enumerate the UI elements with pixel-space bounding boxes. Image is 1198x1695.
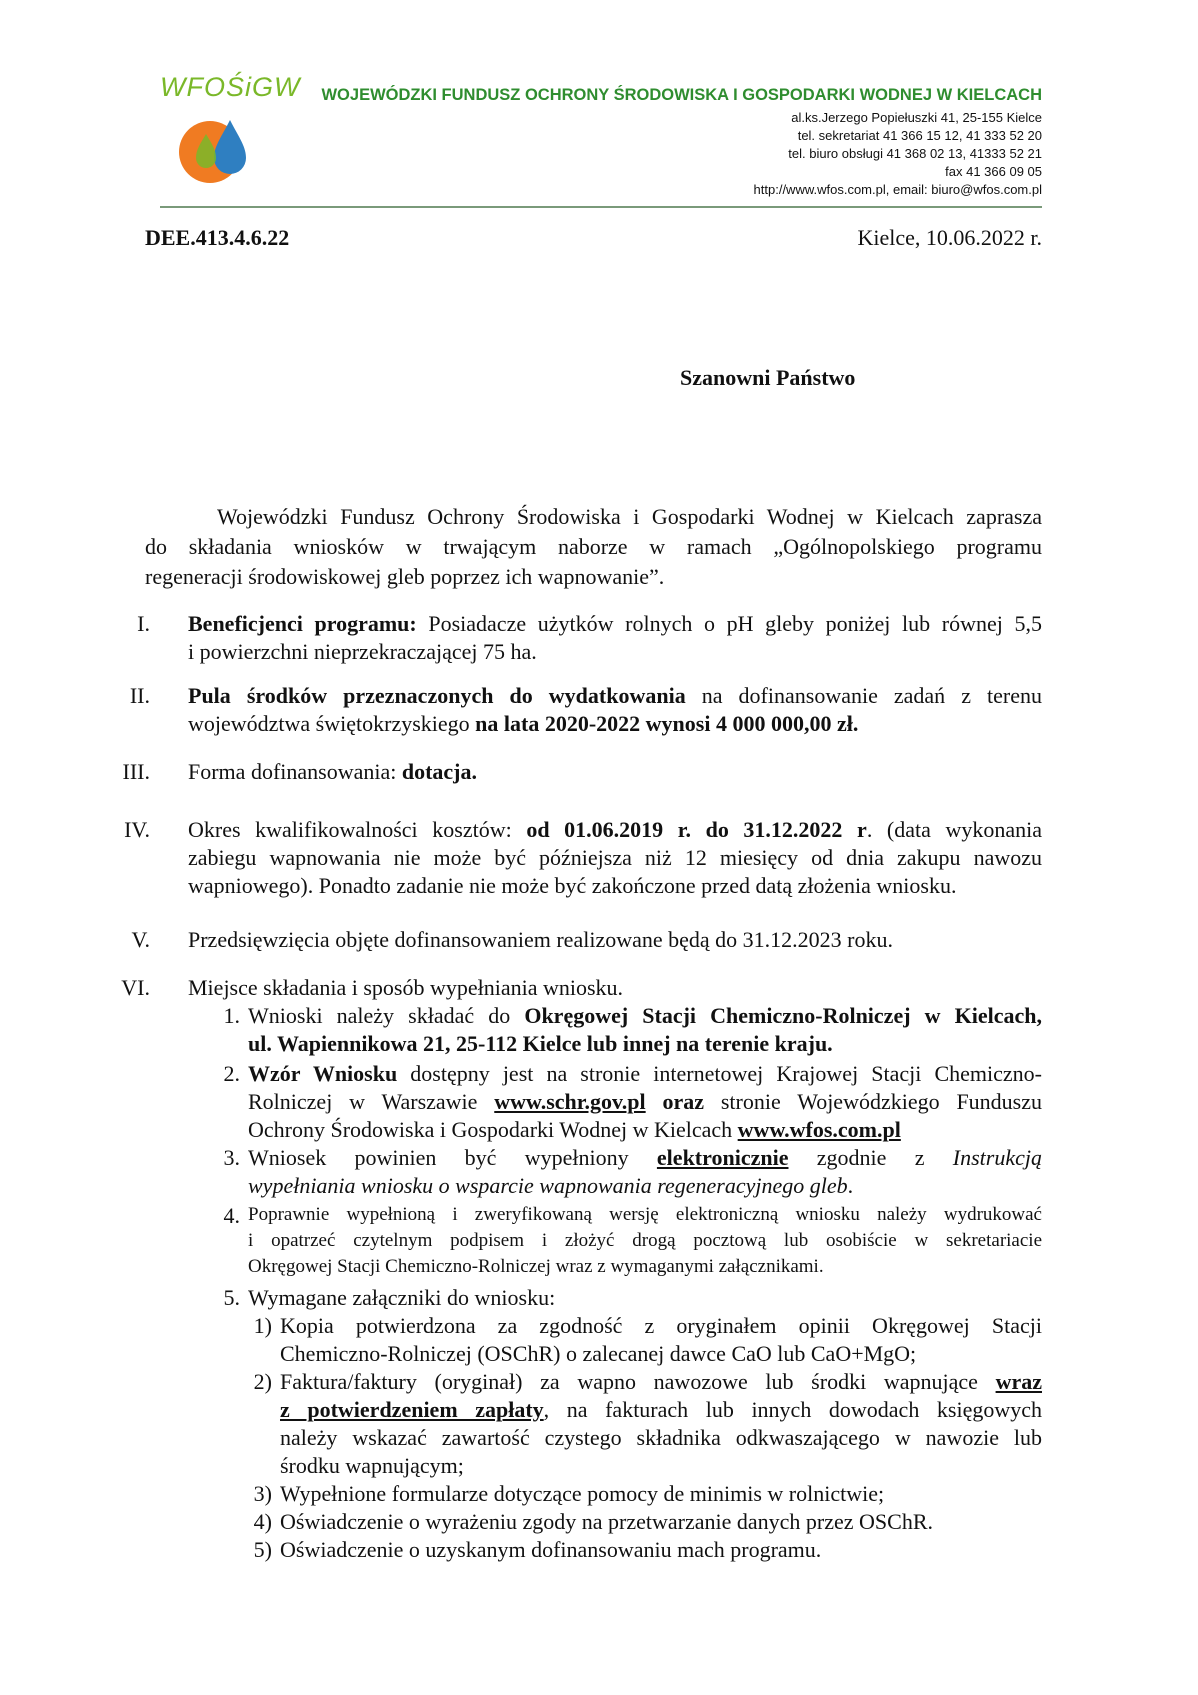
- sub-item-emphasis: oraz: [645, 1089, 705, 1114]
- item-body: [188, 610, 1042, 666]
- sub-item-text: Wymagane załączniki do wniosku:: [248, 1285, 556, 1310]
- attachment-emphasis: wraz: [995, 1369, 1042, 1394]
- attachment-number: 3): [253, 1481, 272, 1506]
- item-text: wapniowego). Ponadto zadanie nie może być zakończone przed datą złożenia wniosku.: [188, 873, 957, 898]
- intro-line-2: do składania wniosków w trwającym naborze w ramach „Ogólnopolskiego programu: [145, 534, 1042, 559]
- sub-item-text: dostępny jest na stronie internetowej Krajowej Stacji Chemiczno-: [397, 1061, 1042, 1086]
- schr-link[interactable]: www.schr.gov.pl: [494, 1089, 646, 1114]
- logo-drop-icon: [176, 114, 252, 184]
- item-number: II.: [129, 683, 150, 708]
- intro-line-3: regeneracji środowiskowej gleb poprzez ich wapnowanie”.: [145, 564, 665, 589]
- attachment-emphasis: z potwierdzeniem zapłaty: [280, 1397, 544, 1422]
- salutation: Szanowni Państwo: [680, 365, 856, 390]
- attachment-text: Oświadczenie o uzyskanym dofinansowaniu mach programu.: [280, 1537, 822, 1562]
- attachment-text: , na fakturach lub innych dowodach księgowych: [543, 1397, 1042, 1422]
- sub-item-number: 1.: [223, 1003, 240, 1028]
- item-text: Posiadacze użytków rolnych o pH gleby poniżej lub równej 5,5: [416, 611, 1042, 636]
- sub-item-italic: Instrukcją: [952, 1145, 1042, 1170]
- organization-name: WOJEWÓDZKI FUNDUSZ OCHRONY ŚRODOWISKA I GOSPODARKI WODNEJ W KIELCACH: [321, 86, 1042, 104]
- attachment-number: 4): [253, 1509, 272, 1534]
- item-body: [188, 682, 1042, 738]
- logo-text: WFOŚiGW: [160, 72, 301, 102]
- item-text: Okres kwalifikowalności kosztów:: [188, 817, 527, 842]
- wfos-link[interactable]: www.wfos.com.pl: [737, 1117, 901, 1142]
- sub-item-text: stronie Wojewódzkiego Funduszu: [704, 1089, 1042, 1114]
- sub-item-text: Wnioski należy składać do: [248, 1003, 525, 1028]
- sub-item-emphasis: ul. Wapiennikowa 21, 25-112 Kielce lub innej na terenie kraju.: [248, 1031, 833, 1056]
- header-divider: [160, 206, 1042, 208]
- phone-secretariat-text: tel. sekretariat 41 366 15 12, 41 333 52 20: [797, 128, 1042, 143]
- intro-paragraph: [145, 502, 1042, 592]
- item-heading: Beneficjenci programu:: [188, 611, 417, 636]
- attachment-text: należy wskazać zawartość czystego składnika odkwaszającego w nawozie lub: [280, 1425, 1042, 1450]
- sub-item-text: Rolniczej w Warszawie: [248, 1089, 495, 1114]
- attachment-number: 1): [253, 1313, 272, 1338]
- item-text: Miejsce składania i sposób wypełniania wniosku.: [188, 975, 624, 1000]
- phone-office-text: tel. biuro obsługi 41 368 02 13, 41333 52 21: [788, 146, 1042, 161]
- sub-item-emphasis: Wzór Wniosku: [248, 1061, 398, 1086]
- item-text: Forma dofinansowania:: [188, 759, 402, 784]
- sub-item-number: 4.: [223, 1203, 240, 1228]
- attachment-text: Chemiczno-Rolniczej (OSChR) o zalecanej dawce CaO lub CaO+MgO;: [280, 1341, 917, 1366]
- sub-item-text: Poprawnie wypełnioną i zweryfikowaną wersję elektroniczną wniosku należy wydrukować: [248, 1204, 1042, 1225]
- intro-line-1: Wojewódzki Fundusz Ochrony Środowiska i Gospodarki Wodnej w Kielcach zaprasza: [217, 504, 1042, 529]
- sub-item-number: 5.: [223, 1285, 240, 1310]
- attachment-number: 5): [253, 1537, 272, 1562]
- item-heading: Pula środków przeznaczonych do wydatkowania: [188, 683, 686, 708]
- item-number: IV.: [124, 817, 150, 842]
- item-body: [188, 758, 1042, 786]
- item-number: VI.: [121, 975, 150, 1000]
- web-email-text: http://www.wfos.com.pl, email: biuro@wfos.com.pl: [753, 182, 1042, 197]
- item-text: na dofinansowanie zadań z terenu: [685, 683, 1042, 708]
- attachment-number: 2): [253, 1369, 272, 1394]
- letter-date: Kielce, 10.06.2022 r.: [857, 225, 1042, 250]
- wfosigw-logo: [160, 72, 301, 187]
- item-text: województwa świętokrzyskiego: [188, 711, 476, 736]
- attachment-text: Faktura/faktury (oryginał) za wapno nawozowe lub środki wapnujące: [280, 1369, 996, 1394]
- attachment-text: Oświadczenie o wyrażeniu zgody na przetwarzanie danych przez OSChR.: [280, 1509, 934, 1534]
- sub-item-emphasis: Okręgowej Stacji Chemiczno-Rolniczej w Kielcach,: [524, 1003, 1042, 1028]
- item-emphasis: od 01.06.2019 r. do 31.12.2022 r: [526, 817, 867, 842]
- item-text: Przedsięwzięcia objęte dofinansowaniem realizowane będą do 31.12.2023 roku.: [188, 927, 893, 952]
- sub-item-italic: wypełniania wniosku o wsparcie wapnowania regeneracyjnego gleb: [248, 1173, 848, 1198]
- sub-item-number: 2.: [223, 1061, 240, 1086]
- item-text: . (data wykonania: [866, 817, 1043, 842]
- item-body: [188, 926, 1042, 954]
- item-body: [188, 816, 1042, 900]
- item-body: [188, 974, 1042, 1002]
- sub-item-text: zgodnie z: [788, 1145, 953, 1170]
- sub-item-text: i opatrzeć czytelnym podpisem i złożyć drogą pocztową lub osobiście w sekretariacie: [248, 1230, 1042, 1251]
- fax-text: fax 41 366 09 05: [945, 164, 1042, 179]
- reference-number: DEE.413.4.6.22: [145, 225, 290, 250]
- sub-item-emphasis: elektronicznie: [656, 1145, 789, 1170]
- attachment-text: Kopia potwierdzona za zgodność z oryginałem opinii Okręgowej Stacji: [280, 1313, 1042, 1338]
- item-emphasis: na lata 2020-2022 wynosi 4 000 000,00 zł.: [475, 711, 859, 736]
- item-text: i powierzchni nieprzekraczającej 75 ha.: [188, 639, 537, 664]
- item-emphasis: dotacja.: [401, 759, 478, 784]
- item-number: V.: [131, 927, 150, 952]
- address-text: al.ks.Jerzego Popiełuszki 41, 25-155 Kielce: [791, 110, 1042, 125]
- item-number: I.: [137, 611, 150, 636]
- sub-item-number: 3.: [223, 1145, 240, 1170]
- sub-item-text: .: [847, 1173, 854, 1198]
- item-text: zabiegu wapnowania nie może być późniejsza niż 12 miesięcy od dnia zakupu nawozu: [188, 845, 1042, 870]
- sub-item-text: Okręgowej Stacji Chemiczno-Rolniczej wraz z wymaganymi załącznikami.: [248, 1256, 824, 1277]
- item-number: III.: [122, 759, 150, 784]
- attachment-text: środku wapnującym;: [280, 1453, 464, 1478]
- sub-item-text: Wniosek powinien być wypełniony: [248, 1145, 657, 1170]
- attachment-text: Wypełnione formularze dotyczące pomocy de minimis w rolnictwie;: [280, 1481, 885, 1506]
- sub-item-text: Ochrony Środowiska i Gospodarki Wodnej w Kielcach: [248, 1117, 738, 1142]
